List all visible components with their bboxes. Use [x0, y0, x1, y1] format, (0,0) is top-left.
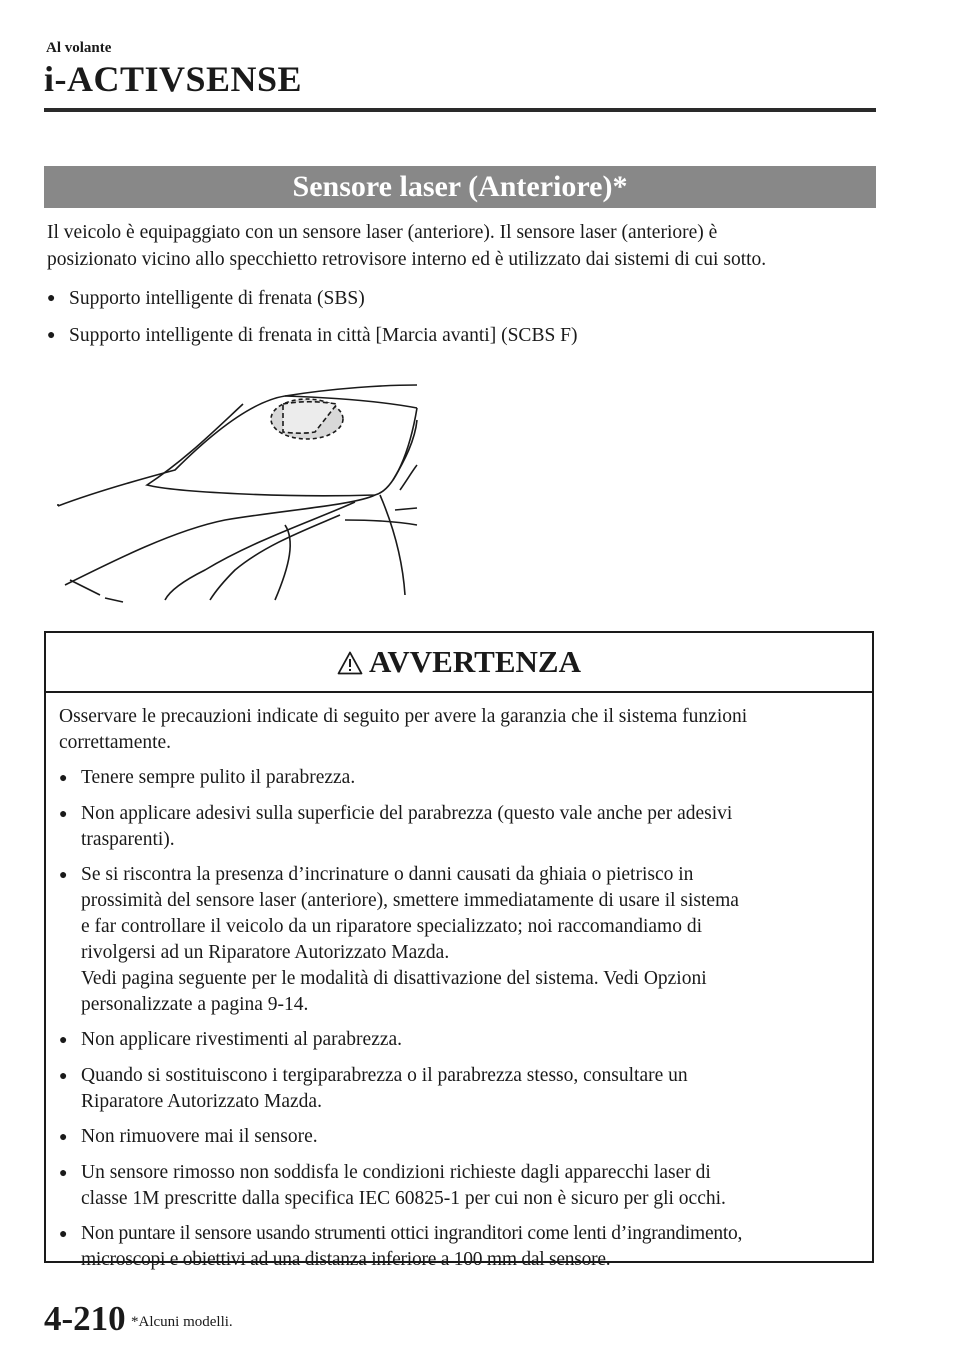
warning-body [46, 693, 872, 1273]
page-number: 4-210 [44, 1299, 126, 1338]
warning-title: AVVERTENZA [369, 644, 581, 679]
bullet-dot-icon: ● [59, 1166, 68, 1181]
warning-intro: Osservare le precauzioni indicate di seguito per avere la garanzia che il sistema funzioni correttamente. [59, 706, 748, 753]
system-item-scbs: Supporto intelligente di frenata in città [Marcia avanti] (SCBS F) [69, 325, 578, 346]
footnote: *Alcuni modelli. [131, 1314, 233, 1330]
warning-header [46, 633, 872, 693]
system-item-sbs: Supporto intelligente di frenata (SBS) [69, 288, 365, 309]
list-item: ● Un sensore rimosso non soddisfa le condizioni richieste dagli apparecchi laser di classe 1M prescritte dalla specifica IEC 60825-1 per cui non è sicuro per gli occhi. [59, 1160, 858, 1212]
intro-line-1: Il veicolo è equipaggiato con un sensore laser (anteriore). Il sensore laser (anteriore) è [47, 222, 718, 243]
bullet-dot-icon: ● [59, 1033, 68, 1048]
warning-triangle-icon [337, 651, 363, 675]
bullet-dot-icon: ● [47, 328, 56, 343]
bullet-dot-icon: ● [47, 291, 56, 306]
bullet-dot-icon: ● [59, 1227, 68, 1242]
warning-box [44, 631, 874, 1270]
list-item: ● Non applicare adesivi sulla superficie del parabrezza (questo vale anche per adesivi trasparenti). [59, 801, 858, 853]
running-header-title: i-ACTIVSENSE [44, 59, 303, 99]
list-item: ● Non puntare il sensore usando strumenti ottici ingranditori come lenti d’ingrandimento, microscopi e obiettivi ad una distanza inferiore a 100 mm dal sensore. [59, 1221, 858, 1273]
running-header-section: Al volante [46, 40, 112, 56]
list-item: ● Quando si sostituiscono i tergiparabrezza o il parabrezza stesso, consultare un Riparatore Autorizzato Mazda. [59, 1063, 858, 1115]
list-item: ● Se si riscontra la presenza d’incrinature o danni causati da ghiaia o pietrisco in prossimità del sensore laser (anteriore), smettere immediatamente di usare il sistema e far controllare il veicolo da un riparatore specializzato; noi raccomandiamo di rivolgersi ad un Riparatore Autorizzato Mazda. Vedi pagina seguente per le modalità di disattivazione del sistema. Vedi Opzioni personalizzate a pagina 9-14. [59, 862, 858, 1018]
windshield-sensor-illustration [55, 380, 425, 605]
bullet-dot-icon: ● [59, 771, 68, 786]
systems-list [47, 285, 877, 349]
list-item: ● Tenere sempre pulito il parabrezza. [59, 765, 858, 792]
intro-paragraph [47, 219, 877, 273]
intro-line-2: posizionato vicino allo specchietto retrovisore interno ed è utilizzato dai sistemi di cui sotto. [47, 249, 767, 270]
bullet-dot-icon: ● [59, 868, 68, 883]
list-item: ● Non rimuovere mai il sensore. [59, 1124, 858, 1151]
bullet-dot-icon: ● [59, 807, 68, 822]
list-item [47, 285, 877, 312]
header-divider [44, 108, 876, 112]
list-item [47, 322, 877, 349]
list-item: ● Non applicare rivestimenti al parabrezza. [59, 1027, 858, 1054]
section-title-bar: Sensore laser (Anteriore)* [44, 166, 876, 208]
bullet-dot-icon: ● [59, 1069, 68, 1084]
bullet-dot-icon: ● [59, 1130, 68, 1145]
